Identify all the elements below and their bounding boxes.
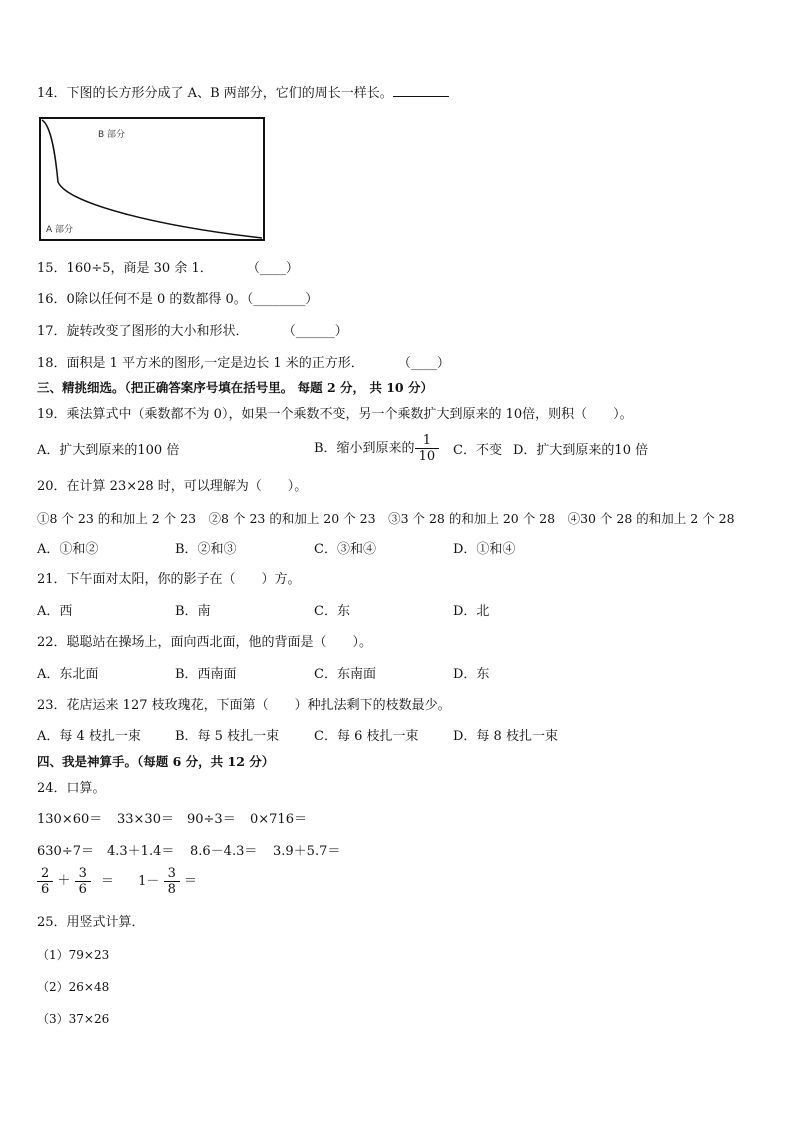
question-18 (37, 355, 450, 373)
calc-item: （2）26×48 (37, 980, 110, 994)
q20-option-c[interactable]: C．③和④ (314, 542, 376, 557)
question-17-text: 17．旋转改变了图形的大小和形状． (37, 324, 249, 339)
question-18-text: 18．面积是 1 平方米的图形,一定是边长 1 米的正方形． (37, 356, 364, 371)
q19-option-c[interactable]: C．不变 (453, 443, 502, 458)
calc-item: （1）79×23 (37, 948, 110, 962)
question-16-text: 16．0除以任何不是 0 的数都得 0。（________） (37, 292, 319, 307)
q19-option-b-text: B．缩小到原来的 (314, 441, 415, 456)
question-17 (37, 323, 348, 341)
question-23: 23．花店运来 127 枝玫瑰花，下面第（ ）种扎法剩下的枝数最少。 (37, 698, 451, 713)
answer-blank[interactable]: （____） (246, 261, 299, 276)
question-19: 19．乘法算式中（乘数都不为 0），如果一个乘数不变，另一个乘数扩大到原来的 10倍，则积（ ）。 (37, 407, 633, 422)
fraction: $\frac{3}{8}$ (166, 866, 178, 897)
q22-option-b[interactable]: B．西南面 (175, 667, 237, 682)
question-25: 25．用竖式计算． (37, 915, 145, 930)
q22-option-c[interactable]: C．东南面 (314, 667, 376, 682)
q23-option-c[interactable]: C．每 6 枝扎一束 (314, 729, 419, 744)
q23-option-a[interactable]: A．每 4 枝扎一束 (37, 729, 141, 744)
question-14-text: 14．下图的长方形分成了 A、B 两部分，它们的周长一样长。 (37, 86, 393, 101)
q23-option-b[interactable]: B．每 5 枝扎一束 (175, 729, 280, 744)
question-15 (37, 260, 299, 278)
fraction: $\frac{3}{6}$ (77, 866, 89, 897)
q20-items: ①8 个 23 的和加上 2 个 23 ②8 个 23 的和加上 20 个 23 ③3 个 28 的和加上 20 个 28 ④30 个 28 的和加上 2 个 28 (37, 511, 735, 526)
label-b-part: B 部分 (98, 130, 126, 140)
q19-option-b[interactable] (314, 433, 439, 464)
label-a-part: A 部分 (46, 225, 74, 235)
q21-option-b[interactable]: B．南 (175, 604, 211, 619)
fraction-calc-row: $\frac{2}{6}$ ＋ $\frac{3}{6}$ ＝ 1－ $\frac{3}{8}$ ＝ (37, 866, 197, 897)
calc-item: 33×30＝ (117, 812, 174, 827)
calc-item: 4.3＋1.4＝ (107, 844, 175, 859)
question-20: 20．在计算 23×28 时，可以理解为（ ）。 (37, 479, 308, 494)
q21-option-c[interactable]: C．东 (314, 604, 350, 619)
question-24: 24．口算。 (37, 781, 106, 796)
calc-item: 630÷7＝ (37, 844, 94, 859)
question-22: 22．聪聪站在操场上，面向西北面，他的背面是（ ）。 (37, 635, 373, 650)
section-4-heading: 四、我是神算手。（每题 6 分，共 12 分） (37, 754, 275, 769)
answer-blank[interactable]: （____） (397, 356, 450, 371)
calc-item: 8.6－4.3＝ (190, 844, 258, 859)
q22-option-d[interactable]: D．东 (453, 667, 490, 682)
q20-option-d[interactable]: D．①和④ (453, 542, 516, 557)
q21-option-a[interactable]: A．西 (37, 604, 73, 619)
calc-item: 130×60＝ (37, 812, 103, 827)
q20-option-a[interactable]: A．①和② (37, 542, 99, 557)
rectangle-figure (38, 116, 268, 244)
answer-blank[interactable]: （______） (282, 324, 348, 339)
fraction: $\frac{1}{10}$ (417, 433, 438, 464)
fraction: $\frac{2}{6}$ (39, 866, 51, 897)
question-21: 21．下午面对太阳，你的影子在（ ）方。 (37, 572, 301, 587)
calc-item: 90÷3＝ (187, 812, 236, 827)
q21-option-d[interactable]: D．北 (453, 604, 490, 619)
question-16 (37, 291, 318, 309)
calc-item: 0×716＝ (250, 812, 307, 827)
question-15-text: 15．160÷5，商是 30 余 1． (37, 261, 213, 276)
calc-item: 3.9＋5.7＝ (273, 844, 341, 859)
calc-item: （3）37×26 (37, 1012, 110, 1026)
q19-option-a[interactable]: A．扩大到原来的100 倍 (37, 443, 180, 458)
q20-option-b[interactable]: B．②和③ (175, 542, 237, 557)
q23-option-d[interactable]: D．每 8 枝扎一束 (453, 729, 558, 744)
question-14 (37, 83, 449, 103)
section-3-heading: 三、精挑细选。（把正确答案序号填在括号里。 每题 2 分， 共 10 分） (37, 380, 433, 395)
q19-option-d[interactable]: D．扩大到原来的10 倍 (513, 443, 649, 458)
q22-option-a[interactable]: A．东北面 (37, 667, 99, 682)
answer-blank[interactable] (393, 83, 449, 97)
